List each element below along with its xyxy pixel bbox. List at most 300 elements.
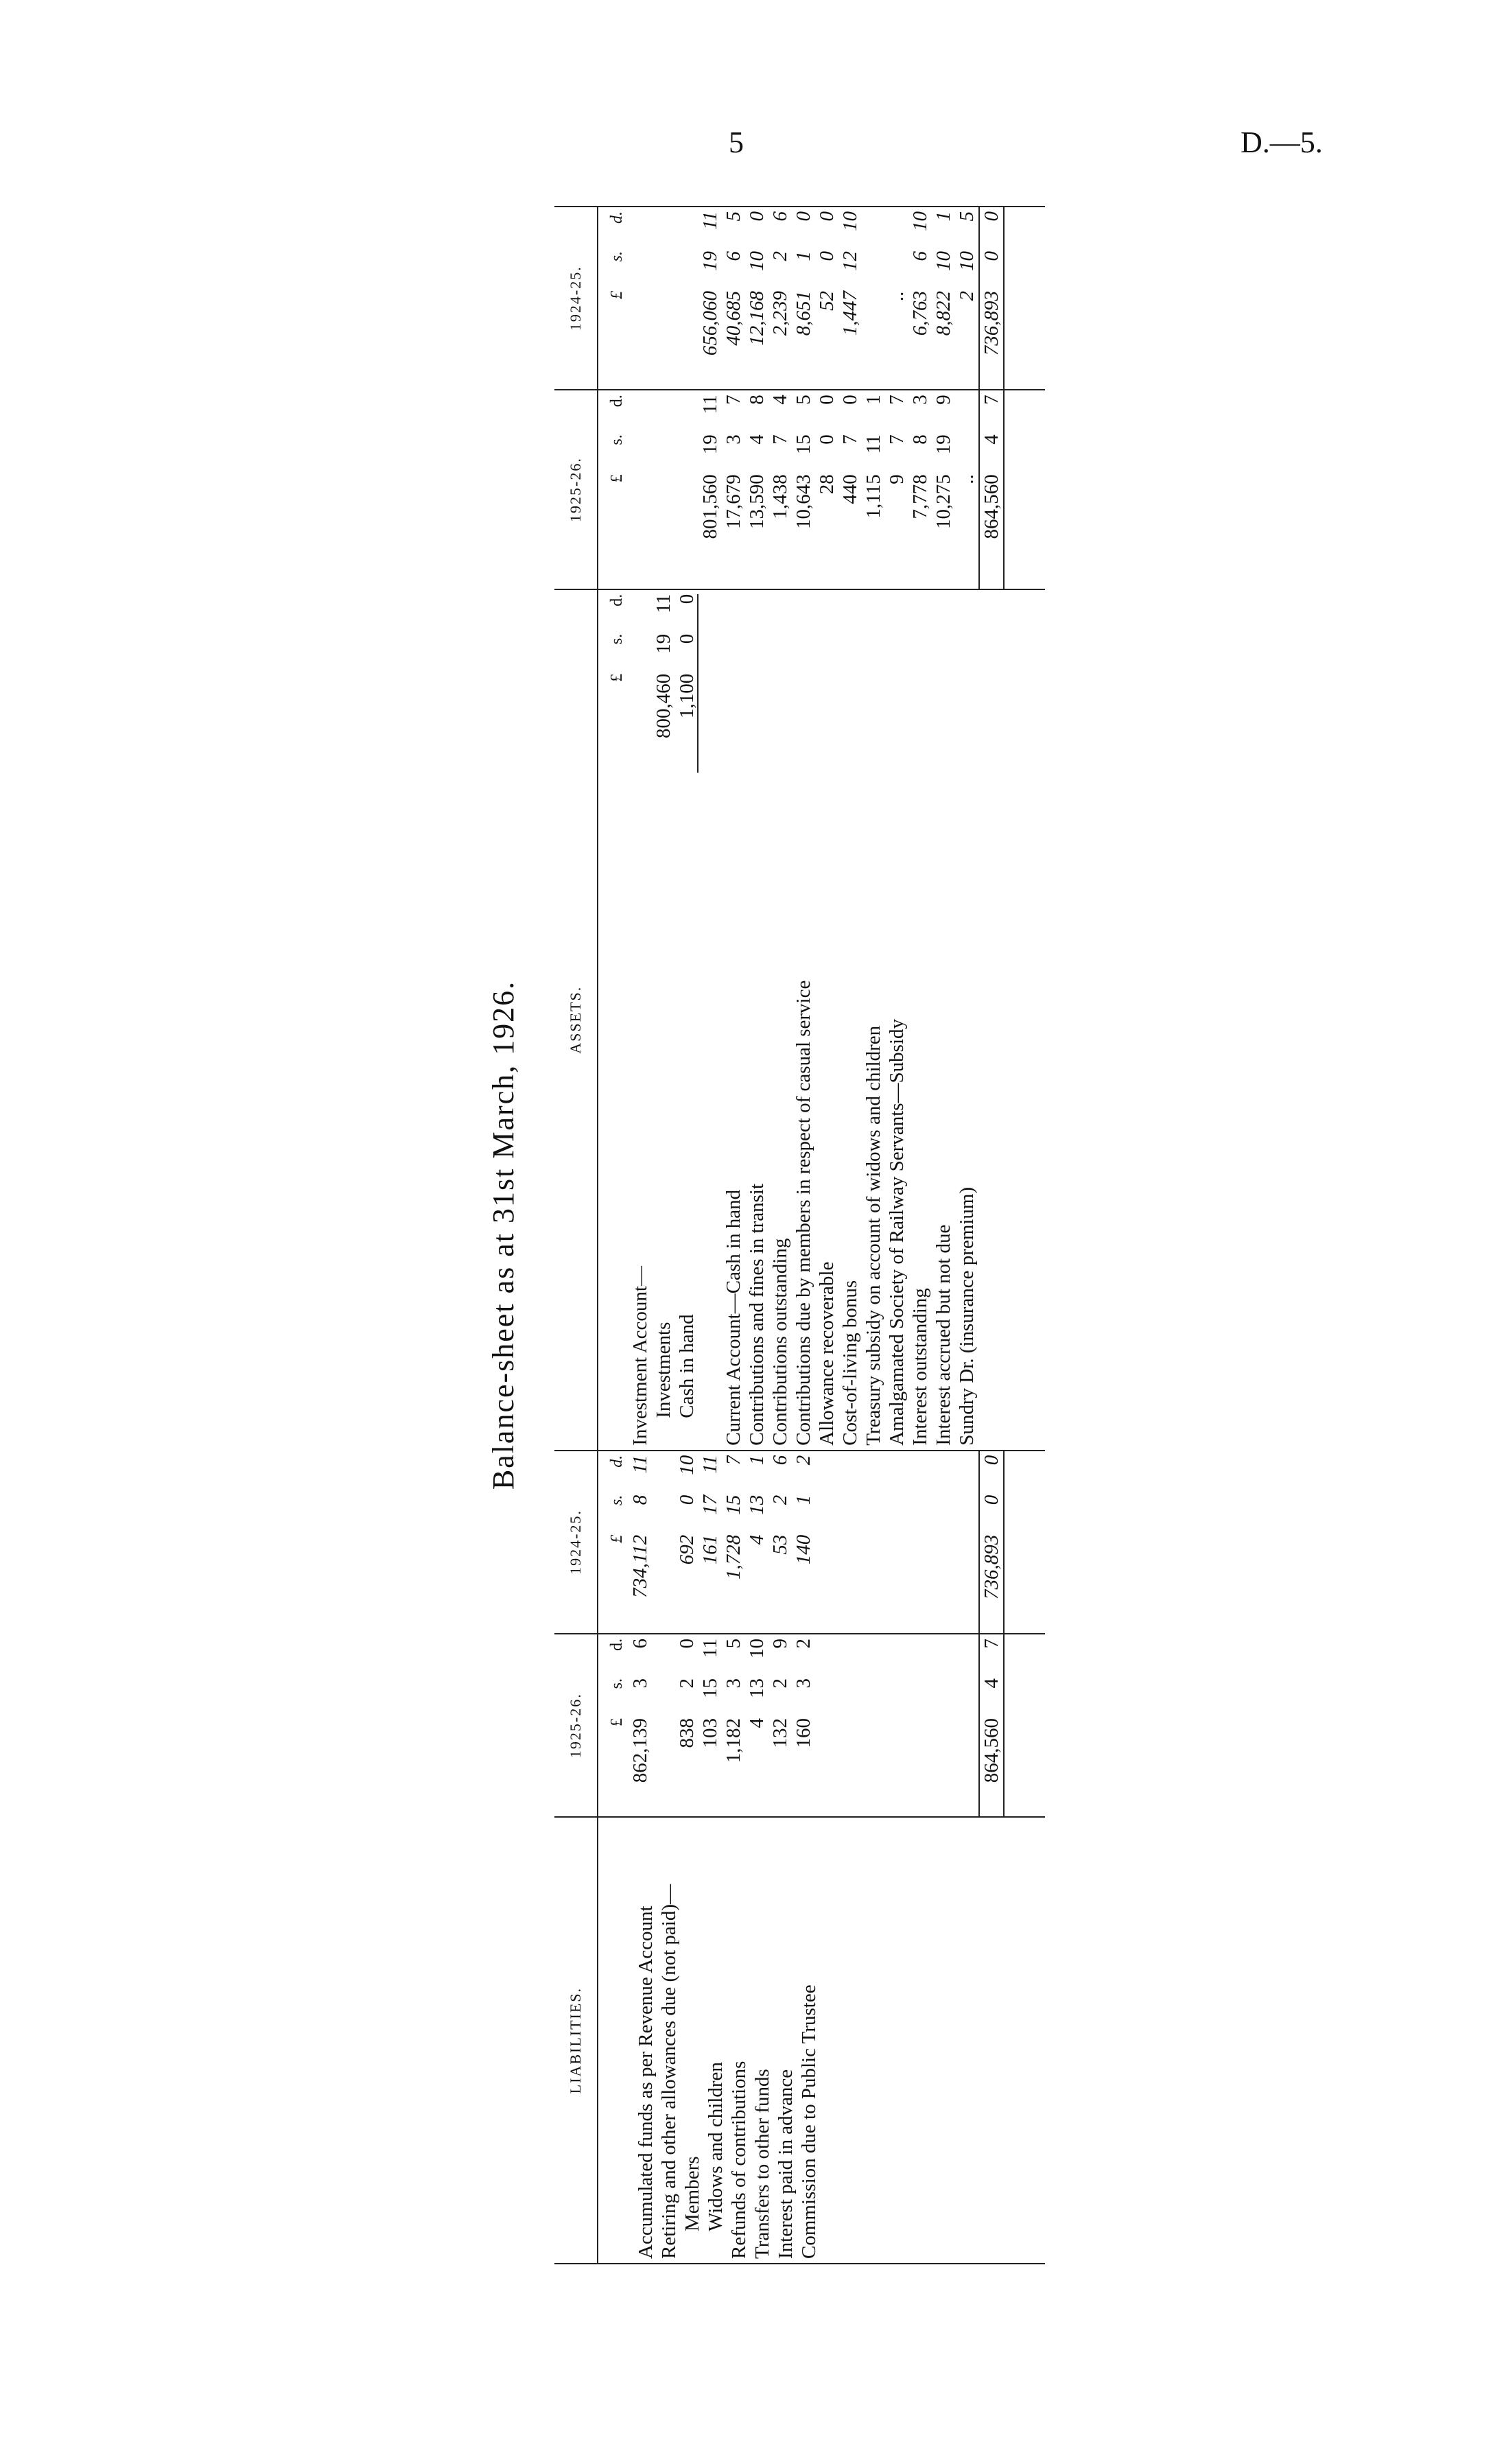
liability-value-1924-25-part: 0 <box>676 1494 698 1505</box>
liability-value-1925-26-part: 11 <box>699 1639 721 1658</box>
asset-value-1925-26-part: 7 <box>886 395 908 405</box>
liability-value-1924-25-part: 11 <box>629 1455 651 1474</box>
asset-value-1925-26-part: 11 <box>862 434 884 454</box>
asset-label: Contributions and fines in transit <box>746 1183 768 1446</box>
unit-shillings: s. <box>608 1494 626 1506</box>
liabilities-total-1925-26 <box>979 1634 1004 1817</box>
asset-value-1924-25-part: 6 <box>769 211 791 222</box>
unit-pounds: £ <box>608 1718 626 1727</box>
asset-subtotal-part: 800,460 <box>653 673 674 739</box>
liability-value-1925-26-part: 4 <box>746 1718 768 1728</box>
asset-value-1924-25-part: 2 <box>769 251 791 261</box>
asset-value-1924-25 <box>675 211 698 385</box>
asset-label: Allowance recoverable <box>816 1261 838 1446</box>
asset-value-1925-26-part: 19 <box>699 434 721 455</box>
liability-value-1925-26-part: 132 <box>769 1718 791 1748</box>
assets-total-1925-26 <box>979 390 1004 589</box>
liabilities-total-value-prev <box>980 1455 1003 1629</box>
unit-pence: d. <box>608 1639 626 1652</box>
liability-value-1925-26-part: 6 <box>629 1639 651 1649</box>
asset-value-1925-26 <box>768 395 792 585</box>
asset-value-1925-26-part <box>629 395 652 430</box>
asset-value-1924-25-part: 10 <box>909 211 931 231</box>
blank-row <box>908 1455 932 1629</box>
liability-value-1924-25-part: 692 <box>676 1534 698 1565</box>
blank-row <box>932 1639 955 1812</box>
asset-value-1925-26-part: 1,438 <box>769 474 791 519</box>
asset-value-1924-25 <box>815 211 838 385</box>
blank-row <box>955 1639 978 1812</box>
assets-1925-26-values <box>598 390 979 589</box>
liability-value-1924-25-part: 2 <box>769 1494 791 1505</box>
asset-value-1924-25-part: 1 <box>932 211 954 222</box>
asset-value-1924-25-part: 10 <box>746 251 768 271</box>
liability-value-1924-25-part: 53 <box>769 1534 791 1555</box>
asset-value-1925-26-part: 7 <box>886 434 908 445</box>
asset-value-1925-26-part <box>629 434 652 470</box>
asset-value-1924-25-part: 10 <box>956 251 978 271</box>
asset-label: Treasury subsidy on account of widows and children <box>862 1025 884 1446</box>
asset-value-1924-25-part <box>629 211 652 247</box>
asset-value-1925-26 <box>745 395 768 585</box>
sheet-title: Balance-sheet as at 31st March, 1926. <box>486 980 520 1490</box>
liability-label: Widows and children <box>705 2062 727 2231</box>
blank-row <box>885 1455 908 1629</box>
liability-value-1924-25-part: 1 <box>793 1494 814 1505</box>
liability-value-1925-26-part: 2 <box>793 1639 814 1649</box>
liabilities-heading: LIABILITIES. <box>554 1817 598 2264</box>
unit-pounds: £ <box>608 474 626 483</box>
asset-value-1925-26 <box>955 395 978 585</box>
liability-value-1924-25-part: 8 <box>629 1494 651 1505</box>
asset-value-1925-26-part: 7 <box>769 434 791 445</box>
asset-subtotal-part: 11 <box>653 594 674 613</box>
asset-value-1925-26-part: 0 <box>816 395 838 405</box>
asset-value-1924-25-part: 6 <box>909 251 931 261</box>
asset-value-1925-26-part <box>675 474 698 585</box>
liabilities-total-value-part: 7 <box>981 1639 1002 1649</box>
unit-pence: d. <box>608 1455 626 1468</box>
asset-row <box>862 594 885 1446</box>
liability-value-1924-25 <box>722 1455 745 1629</box>
unit-pounds: £ <box>608 1534 626 1543</box>
asset-value-1925-26 <box>675 395 698 585</box>
assets-total-value-part: 864,560 <box>981 474 1002 539</box>
asset-subtotal-part: 1,100 <box>676 673 698 719</box>
asset-value-1925-26 <box>652 395 675 585</box>
liability-value-1925-26-part: 9 <box>769 1639 791 1649</box>
liability-value-1924-25 <box>745 1455 768 1629</box>
sub-units-row <box>605 594 629 1446</box>
balance-sheet-table <box>554 206 1045 2264</box>
asset-value-1924-25 <box>838 211 862 385</box>
liab-col-1925-26: 1925-26. <box>554 1634 598 1817</box>
liability-value-1925-26 <box>698 1639 722 1812</box>
asset-row <box>629 594 652 1446</box>
liability-label: Commission due to Public Trustee <box>798 1984 820 2259</box>
asset-value-1925-26-part: 5 <box>793 395 814 405</box>
liability-label: Members <box>681 2156 703 2231</box>
currency-units <box>605 211 629 385</box>
asset-value-1924-25-part <box>862 211 885 247</box>
asset-value-1925-26-part <box>675 395 698 430</box>
liability-value-1925-26 <box>675 1639 698 1812</box>
asset-value-1924-25-part <box>862 291 885 385</box>
liab-col-1924-25: 1924-25. <box>554 1451 598 1634</box>
asset-value-1924-25-part <box>652 291 675 385</box>
asset-row <box>908 594 932 1446</box>
asset-label: Interest accrued but not due <box>932 1224 954 1446</box>
unit-shillings: s. <box>608 1678 626 1689</box>
asset-value-1924-25 <box>768 211 792 385</box>
liability-value-1924-25-part: 1,728 <box>723 1534 744 1580</box>
currency-units <box>605 1639 629 1812</box>
liability-value-1924-25-part <box>652 1535 675 1629</box>
liability-value-1924-25-part: 15 <box>723 1494 744 1515</box>
assets-labels <box>598 589 979 1451</box>
assets-total-value-prev-part: 0 <box>981 251 1002 261</box>
blank-row <box>955 1455 978 1629</box>
asset-value-1924-25 <box>722 211 745 385</box>
liability-value-1924-25-part: 11 <box>699 1455 721 1474</box>
asset-value-1925-26-part: 17,679 <box>723 474 744 530</box>
asset-value-1924-25-part: 11 <box>699 211 721 230</box>
asset-value-1924-25 <box>908 211 932 385</box>
asset-value-1924-25 <box>745 211 768 385</box>
liability-value-1925-26-part: 838 <box>676 1718 698 1748</box>
asset-label <box>698 594 722 1446</box>
asset-value-1924-25-part: 12 <box>839 251 861 271</box>
currency-units <box>605 1455 629 1629</box>
liability-value-1924-25 <box>698 1455 722 1629</box>
liability-value-1925-26 <box>652 1639 675 1812</box>
asset-value-1924-25-part: 6 <box>723 251 744 261</box>
asset-row <box>838 594 862 1446</box>
liability-value-1925-26-part: 0 <box>676 1639 698 1649</box>
asset-value-1924-25-part: 40,685 <box>723 291 744 346</box>
unit-pence: d. <box>608 594 626 607</box>
liability-value-1925-26 <box>722 1639 745 1812</box>
asset-value-1924-25-part: 10 <box>932 251 954 271</box>
asset-value-1925-26-part: 8 <box>909 434 931 445</box>
asset-row <box>932 594 955 1446</box>
asset-value-1925-26 <box>932 395 955 585</box>
asset-row <box>792 594 815 1446</box>
blank-row <box>932 1455 955 1629</box>
assets-total-value-part: 4 <box>981 434 1002 445</box>
blank-row <box>838 1455 862 1629</box>
asset-value-1924-25 <box>629 211 652 385</box>
asset-value-1924-25-part <box>675 291 698 385</box>
asset-value-1925-26-part: 3 <box>723 434 744 445</box>
asset-value-1925-26-part: 0 <box>816 434 838 445</box>
asset-label: Current Account—Cash in hand <box>723 1189 744 1446</box>
blank-row <box>815 1639 838 1812</box>
liability-value-1925-26-part: 10 <box>746 1639 768 1659</box>
liability-value-1925-26-part <box>652 1639 675 1674</box>
asset-label: Investment Account— <box>629 1266 651 1446</box>
asset-label: Contributions due by members in respect of casual service <box>793 980 814 1446</box>
liability-value-1925-26-part: 862,139 <box>629 1718 651 1783</box>
page-number: 5 <box>729 126 744 159</box>
asset-value-1925-26 <box>908 395 932 585</box>
asset-value-1925-26-part: 801,560 <box>699 474 721 539</box>
liability-value-1925-26-part: 1,182 <box>723 1718 744 1763</box>
asset-value-1925-26-part <box>629 474 652 585</box>
asset-value-1925-26-part <box>652 474 675 585</box>
asset-value-1925-26-part: 7 <box>839 434 861 445</box>
liability-value-1924-25 <box>792 1455 815 1629</box>
asset-value-1925-26-part: 4 <box>769 395 791 405</box>
asset-row <box>815 594 838 1446</box>
asset-value-1925-26-part <box>652 395 675 430</box>
liability-value-1924-25-part <box>652 1495 675 1531</box>
liabilities-total-value <box>980 1639 1003 1812</box>
unit-shillings: s. <box>608 434 626 445</box>
asset-value-1924-25 <box>885 211 908 385</box>
liability-value-1924-25-part <box>652 1455 675 1491</box>
liability-value-1924-25 <box>652 1455 675 1629</box>
asset-value-1924-25-part <box>629 291 652 385</box>
liability-value-1924-25-part: 4 <box>746 1534 768 1545</box>
asset-row <box>955 594 978 1446</box>
liability-value-1924-25-part: 734,112 <box>629 1534 651 1598</box>
liability-value-1924-25-part: 10 <box>676 1455 698 1475</box>
asset-col-1924-25: 1924-25. <box>554 207 598 390</box>
asset-value-1924-25-part: 2 <box>956 291 978 301</box>
asset-label: Sundry Dr. (insurance premium) <box>956 1186 978 1446</box>
asset-value-1924-25-part <box>652 251 675 287</box>
liability-value-1924-25-part: 6 <box>769 1455 791 1466</box>
asset-value-1925-26-part <box>955 395 978 430</box>
liabilities-labels <box>598 1817 979 2264</box>
asset-value-1925-26 <box>792 395 815 585</box>
unit-pence: d. <box>608 211 626 224</box>
asset-value-1925-26-part: .. <box>956 474 978 484</box>
liability-label: Retiring and other allowances due (not paid)— <box>658 1884 680 2259</box>
asset-value-1925-26-part: 28 <box>816 474 838 495</box>
liability-value-1925-26-part: 13 <box>746 1678 768 1699</box>
asset-label: Interest outstanding <box>909 1288 931 1446</box>
liability-value-1925-26-part: 5 <box>723 1639 744 1649</box>
liability-value-1924-25-part: 1 <box>746 1455 768 1466</box>
blank-row <box>862 1455 885 1629</box>
asset-value-1925-26 <box>815 395 838 585</box>
asset-value-1925-26-part: 19 <box>932 434 954 455</box>
asset-row <box>745 594 768 1446</box>
liability-value-1925-26-part: 2 <box>676 1678 698 1689</box>
asset-label: Cost-of-living bonus <box>839 1280 861 1446</box>
asset-col-1925-26: 1925-26. <box>554 390 598 589</box>
asset-value-1924-25 <box>955 211 978 385</box>
liabilities-total-value-prev-part: 0 <box>981 1494 1002 1505</box>
asset-value-1924-25-part: 1,447 <box>839 291 861 336</box>
asset-subtotal-part: 0 <box>676 633 698 644</box>
sub-currency-units <box>605 594 629 773</box>
asset-value-1925-26-part: 7,778 <box>909 474 931 519</box>
blank-row <box>815 1455 838 1629</box>
asset-value-1925-26-part: 10,643 <box>793 474 814 530</box>
unit-pence: d. <box>608 395 626 408</box>
asset-value-1924-25 <box>862 211 885 385</box>
liabilities-total-value-part: 864,560 <box>981 1718 1002 1783</box>
assets-total-value-prev-part: 736,893 <box>981 291 1002 356</box>
liability-value-1924-25 <box>675 1455 698 1629</box>
liability-value-1924-25-part: 13 <box>746 1494 768 1515</box>
liability-value-1925-26 <box>792 1639 815 1812</box>
asset-row <box>675 594 698 1446</box>
liability-value-1925-26 <box>629 1639 652 1812</box>
asset-value-1925-26 <box>722 395 745 585</box>
asset-value-1924-25-part: 5 <box>956 211 978 222</box>
asset-label: Cash in hand <box>676 1314 698 1418</box>
balance-sheet <box>438 206 1398 2264</box>
asset-value-1925-26-part <box>955 434 978 470</box>
asset-value-1925-26 <box>629 395 652 585</box>
assets-total-value-part: 7 <box>981 395 1002 405</box>
assets-1924-25-values <box>598 207 979 390</box>
asset-value-1924-25-part: 10 <box>839 211 861 231</box>
asset-value-1924-25-part: 52 <box>816 291 838 311</box>
asset-value-1925-26-part: 1 <box>862 395 884 405</box>
assets-total-value-prev <box>980 211 1003 385</box>
liability-label: Refunds of contributions <box>728 2061 750 2259</box>
asset-value-1925-26-part: 15 <box>793 434 814 455</box>
asset-value-1924-25 <box>932 211 955 385</box>
asset-value-1925-26-part <box>652 434 675 470</box>
liability-label: Interest paid in advance <box>775 2069 797 2259</box>
asset-value-1924-25-part <box>652 211 675 247</box>
liability-value-1925-26 <box>768 1639 792 1812</box>
liability-value-1925-26-part: 103 <box>699 1718 721 1748</box>
asset-value-1925-26 <box>698 395 722 585</box>
liability-value-1925-26-part: 3 <box>629 1678 651 1689</box>
asset-value-1924-25-part <box>862 251 885 287</box>
blank-row <box>838 1639 862 1812</box>
liability-value-1925-26 <box>745 1639 768 1812</box>
asset-row <box>698 594 722 1446</box>
assets-total-value-prev-part: 0 <box>981 211 1002 222</box>
liabilities-total-1924-25 <box>979 1451 1004 1634</box>
unit-pounds: £ <box>608 673 626 682</box>
assets-heading: ASSETS. <box>554 589 598 1451</box>
asset-value-1924-25-part: .. <box>886 291 908 301</box>
asset-value-1925-26-part: 7 <box>723 395 744 405</box>
asset-value-1924-25 <box>652 211 675 385</box>
liabilities-total-value-prev-part: 0 <box>981 1455 1002 1466</box>
liability-label: Accumulated funds as per Revenue Account <box>635 1905 657 2259</box>
blank-row <box>862 1639 885 1812</box>
asset-value-1925-26 <box>838 395 862 585</box>
asset-value-1924-25-part <box>629 251 652 287</box>
liability-value-1924-25-part: 2 <box>793 1455 814 1466</box>
asset-value-1925-26-part: 4 <box>746 434 768 445</box>
asset-subtotal-part: 0 <box>676 594 698 605</box>
asset-value-1925-26 <box>862 395 885 585</box>
unit-shillings: s. <box>608 251 626 262</box>
asset-value-1925-26-part: 8 <box>746 395 768 405</box>
asset-value-1924-25-part: 5 <box>723 211 744 222</box>
asset-value-1924-25-part: 12,168 <box>746 291 768 346</box>
asset-value-1924-25-part: 0 <box>816 211 838 222</box>
asset-value-1924-25-part: 19 <box>699 251 721 271</box>
currency-units <box>605 395 629 585</box>
liability-value-1924-25 <box>629 1455 652 1629</box>
unit-pounds: £ <box>608 291 626 299</box>
asset-row <box>652 594 675 1446</box>
blank-row <box>908 1639 932 1812</box>
asset-value-1924-25-part <box>885 251 908 287</box>
document-reference: D.—5. <box>1241 126 1323 159</box>
asset-label: Investments <box>653 1322 674 1418</box>
asset-value-1925-26-part: 10,275 <box>932 474 954 530</box>
asset-value-1925-26-part: 13,590 <box>746 474 768 530</box>
asset-value-1924-25-part: 6,763 <box>909 291 931 336</box>
asset-value-1924-25-part: 1 <box>793 251 814 261</box>
liabilities-1925-26-values <box>598 1634 979 1817</box>
liability-value-1925-26-part: 15 <box>699 1678 721 1699</box>
liability-value-1924-25 <box>768 1455 792 1629</box>
asset-value-1924-25-part: 0 <box>793 211 814 222</box>
asset-value-1924-25-part: 656,060 <box>699 291 721 356</box>
asset-value-1924-25-part: 8,651 <box>793 291 814 336</box>
liability-value-1924-25-part: 161 <box>699 1534 721 1565</box>
asset-value-1925-26 <box>885 395 908 585</box>
liability-value-1924-25-part: 7 <box>723 1455 744 1466</box>
liability-value-1924-25-part: 140 <box>793 1534 814 1565</box>
asset-value-1924-25-part: 0 <box>816 251 838 261</box>
asset-value-1925-26-part: 9 <box>886 474 908 484</box>
assets-total-value <box>980 395 1003 585</box>
asset-value-1925-26-part: 1,115 <box>862 474 884 519</box>
asset-row <box>722 594 745 1446</box>
asset-value-1925-26-part: 440 <box>839 474 861 504</box>
asset-value-1924-25-part: 2,239 <box>769 291 791 336</box>
asset-subtotal <box>652 594 675 773</box>
asset-value-1925-26-part: 3 <box>909 395 931 405</box>
asset-row <box>885 594 908 1446</box>
asset-subtotal <box>675 594 698 773</box>
asset-row <box>768 594 792 1446</box>
asset-label: Amalgamated Society of Railway Servants—Subsidy <box>886 1018 908 1446</box>
asset-label: Contributions outstanding <box>769 1238 791 1446</box>
asset-subtotal-part: 19 <box>653 633 674 654</box>
blank-row <box>885 1639 908 1812</box>
asset-value-1925-26-part: 0 <box>839 395 861 405</box>
liability-value-1925-26-part <box>652 1678 675 1714</box>
liabilities-total-value-part: 4 <box>981 1678 1002 1689</box>
asset-value-1924-25 <box>792 211 815 385</box>
asset-value-1924-25-part: 0 <box>746 211 768 222</box>
liability-value-1925-26-part <box>652 1718 675 1812</box>
liability-value-1924-25-part: 17 <box>699 1494 721 1515</box>
asset-value-1924-25-part <box>675 211 698 247</box>
liabilities-total-value-prev-part: 736,893 <box>981 1534 1002 1600</box>
liability-value-1925-26-part: 160 <box>793 1718 814 1748</box>
liability-value-1925-26-part: 3 <box>723 1678 744 1689</box>
asset-value-1924-25-part: 8,822 <box>932 291 954 336</box>
assets-total-1924-25 <box>979 207 1004 390</box>
liability-value-1925-26-part: 2 <box>769 1678 791 1689</box>
asset-value-1924-25-part <box>885 211 908 247</box>
liability-label: Transfers to other funds <box>751 2069 773 2259</box>
liabilities-1924-25-values <box>598 1451 979 1634</box>
asset-value-1925-26-part: 9 <box>932 395 954 405</box>
unit-shillings: s. <box>608 633 626 645</box>
asset-value-1924-25 <box>698 211 722 385</box>
liability-value-1925-26-part: 3 <box>793 1678 814 1689</box>
asset-value-1924-25-part <box>675 251 698 287</box>
